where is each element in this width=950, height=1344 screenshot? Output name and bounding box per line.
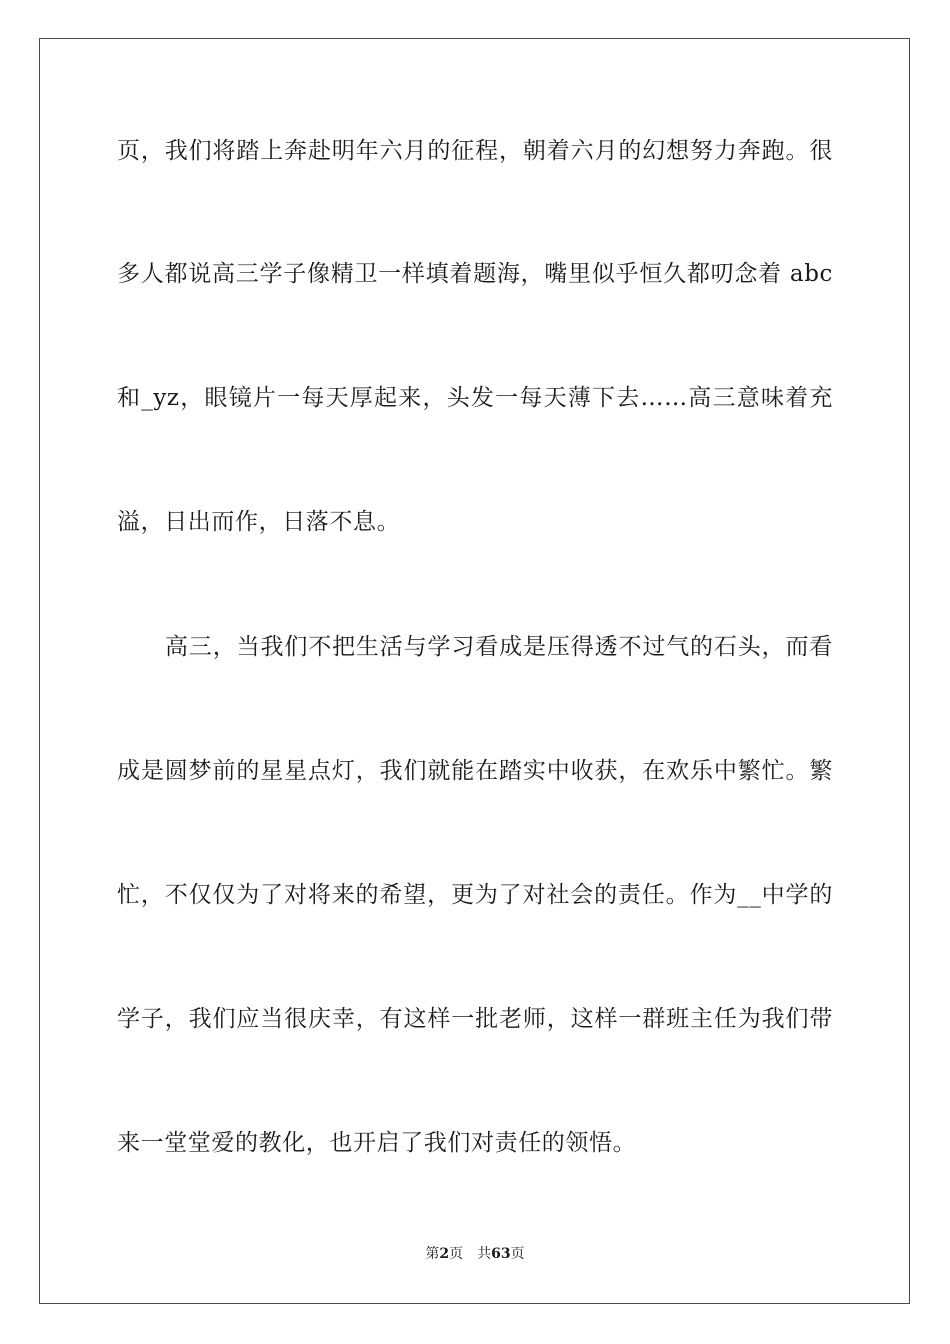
text-line: 成是圆梦前的星星点灯，我们就能在踏实中收获，在欢乐中繁忙。繁 [117, 758, 833, 784]
page-label-prefix: 第 [425, 1246, 440, 1262]
text-line: 溢，日出而作，日落不息。 [117, 509, 401, 535]
text-line: 和_yz，眼镜片一每天厚起来，头发一每天薄下去……高三意味着充 [117, 385, 833, 411]
page-number: 2 [439, 1246, 450, 1262]
text-line: 多人都说高三学子像精卫一样填着题海，嘴里似乎恒久都叨念着 abc [117, 261, 833, 287]
text-line: 页，我们将踏上奔赴明年六月的征程，朝着六月的幻想努力奔跑。很 [117, 138, 833, 164]
page-label-suffix: 页 [449, 1246, 464, 1262]
text-line: 忙，不仅仅为了对将来的希望，更为了对社会的责任。作为__中学的 [117, 882, 833, 908]
total-pages: 63 [491, 1246, 511, 1262]
total-label-prefix: 共 [477, 1246, 492, 1262]
paragraph-first-line: 高三，当我们不把生活与学习看成是压得透不过气的石头，而看 [165, 634, 833, 660]
text-line: 学子，我们应当很庆幸，有这样一批老师，这样一群班主任为我们带 [117, 1006, 833, 1032]
total-label-suffix: 页 [510, 1246, 525, 1262]
page-footer [0, 1244, 950, 1264]
page-border [39, 38, 910, 1304]
text-line: 来一堂堂爱的教化，也开启了我们对责任的领悟。 [117, 1130, 637, 1156]
